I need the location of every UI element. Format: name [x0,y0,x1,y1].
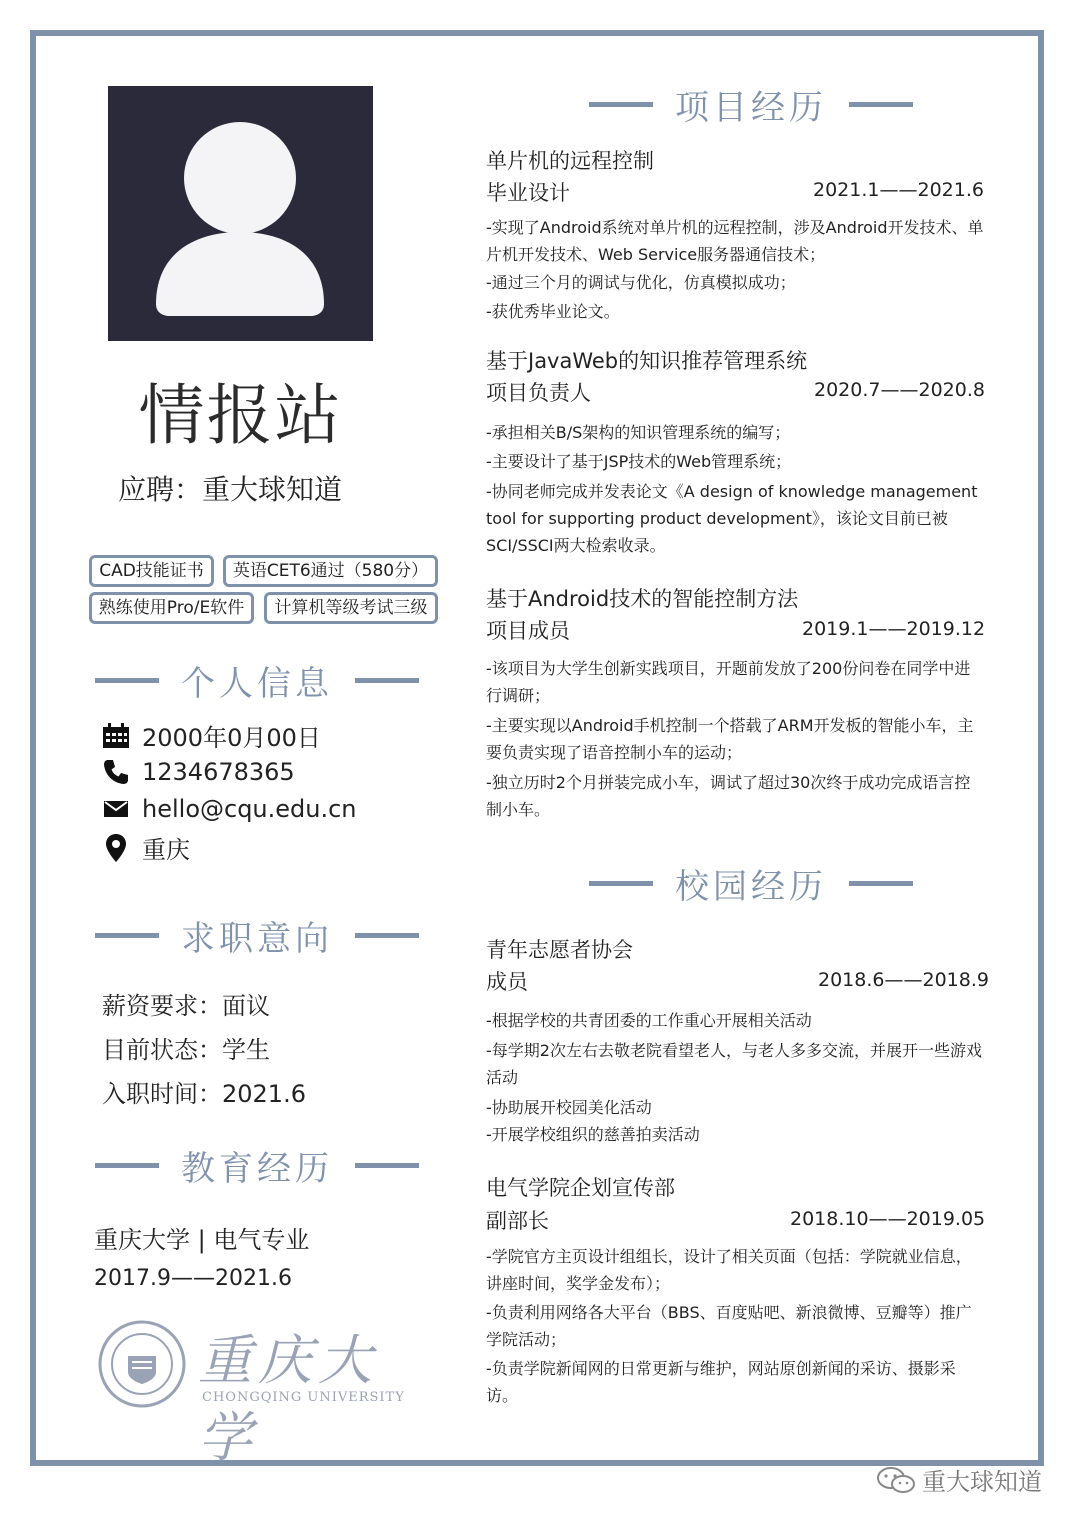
campus-org-name: 电气学院企划宣传部 [486,1176,675,1200]
skill-tag: 计算机等级考试三级 [264,592,438,624]
project-date: 2019.1——2019.12 [802,618,986,640]
section-title-education: 教育经历 [95,1141,419,1189]
section-title-job: 求职意向 [95,911,419,959]
project-detail: -实现了Android系统对单片机的远程控制，涉及Android开发技术、单片机开发技术、Web Service服务器通信技术； [486,218,984,264]
project-role: 项目负责人 [486,381,591,405]
project-detail: -主要实现以Android手机控制一个搭载了ARM开发板的智能小车，主要负责实现了语音控制小车的运动； [486,716,974,762]
project-name: 基于Android技术的智能控制方法 [486,587,799,611]
project-detail: -承担相关B/S架构的知识管理系统的编写； [486,423,791,442]
logo-english-name: CHONGQING UNIVERSITY [202,1390,405,1405]
birthday-row [100,718,321,753]
campus-detail: -每学期2次左右去敬老院看望老人，与老人多多交流，并展开一些游戏活动 [486,1041,982,1087]
phone-row [100,756,295,788]
project-role: 项目成员 [486,619,570,643]
project-name: 单片机的远程控制 [486,149,654,173]
user-icon [108,86,373,341]
birthday-text: 2000年0月00日 [142,724,321,752]
campus-detail: -负责学院新闻网的日常更新与维护，网站原创新闻的采访、摄影采访。 [486,1359,956,1405]
skill-tag: 英语CET6通过（580分） [223,555,438,587]
campus-detail: -负责利用网络各大平台（BBS、百度贴吧、新浪微博、豆瓣等）推广学院活动； [486,1303,972,1349]
project-detail: -该项目为大学生创新实践项目，开题前发放了200份问卷在同学中进行调研； [486,659,971,705]
campus-detail: -学院官方主页设计组组长，设计了相关页面（包括：学院就业信息，讲座时间，奖学金发布）； [486,1247,972,1293]
section-title-campus: 校园经历 [589,859,913,907]
campus-detail: -开展学校组织的慈善拍卖活动 [486,1125,700,1144]
candidate-name: 情报站 [138,377,343,454]
location-pin-icon [100,832,132,864]
campus-detail: -协助展开校园美化活动 [486,1098,652,1117]
project-name: 基于JavaWeb的知识推荐管理系统 [486,349,808,373]
skill-tag: CAD技能证书 [89,555,214,587]
email-text: hello@cqu.edu.cn [142,795,357,823]
email-row [100,793,357,825]
phone-text: 1234678365 [142,758,295,786]
start-date-text: 入职时间：2021.6 [102,1080,306,1108]
project-detail: -获优秀毕业论文。 [486,302,620,321]
status-text: 目前状态：学生 [102,1036,270,1064]
watermark-text: 重大球知道 [922,1468,1042,1496]
project-date: 2020.7——2020.8 [814,379,985,401]
watermark [876,1462,1042,1497]
apply-position: 应聘：重大球知道 [118,473,343,506]
project-date: 2021.1——2021.6 [813,179,984,201]
skill-tag: 熟练使用Pro/E软件 [89,592,254,624]
section-title-projects: 项目经历 [589,80,913,128]
project-detail: -协同老师完成并发表论文《A design of knowledge management tool for supporting product development》，该论文目前已被SCI/SSCI两大检索收录。 [486,482,978,555]
campus-role: 副部长 [486,1209,549,1233]
campus-date: 2018.6——2018.9 [818,969,989,991]
wechat-icon [876,1465,916,1495]
avatar [108,86,373,341]
project-detail: -主要设计了基于JSP技术的Web管理系统； [486,452,792,471]
project-role: 毕业设计 [486,181,570,205]
logo-chinese-name: 重庆大学 [198,1329,378,1469]
campus-detail: -根据学校的共青团委的工作重心开展相关活动 [486,1011,812,1030]
project-detail: -通过三个月的调试与优化，仿真模拟成功； [486,273,796,292]
project-detail: -独立历时2个月拼装完成小车，调试了超过30次终于成功完成语言控制小车。 [486,773,971,819]
mail-icon [100,793,132,825]
section-title-personal: 个人信息 [95,656,419,704]
city-row [100,830,190,865]
university-logo [96,1318,406,1469]
city-text: 重庆 [142,836,190,864]
campus-org-name: 青年志愿者协会 [486,938,633,962]
salary-text: 薪资要求：面议 [102,992,270,1020]
campus-date: 2018.10——2019.05 [790,1208,986,1230]
calendar-icon [100,720,132,752]
campus-role: 成员 [486,970,528,994]
education-period: 2017.9——2021.6 [94,1266,292,1291]
phone-icon [100,756,132,788]
school-text: 重庆大学 | 电气专业 [94,1226,310,1254]
